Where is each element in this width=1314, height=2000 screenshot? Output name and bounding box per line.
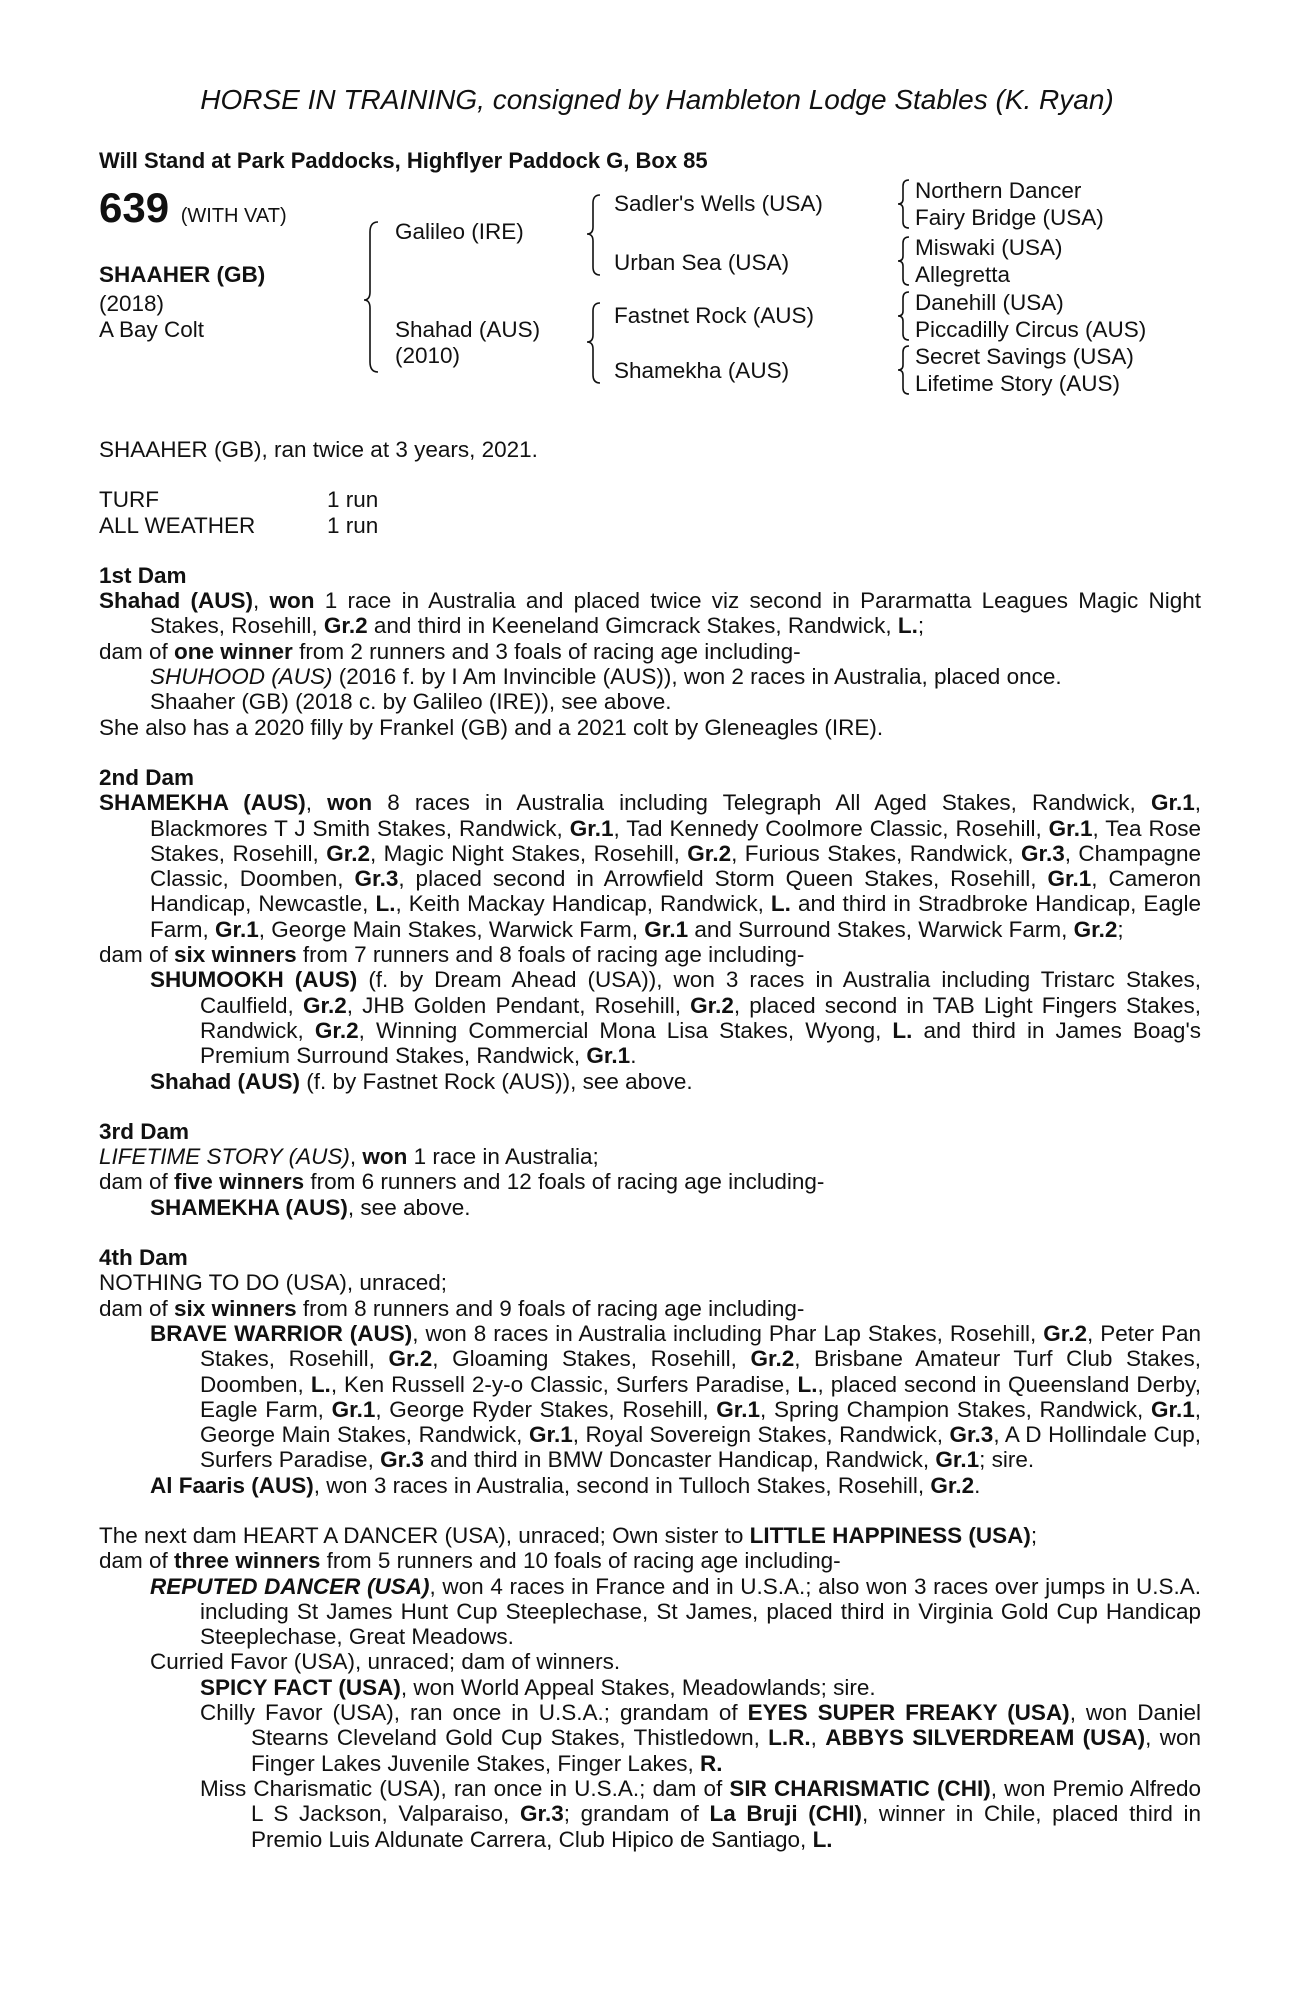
pedigree-paragraph — [99, 588, 1201, 639]
dam-section — [99, 1119, 1201, 1220]
text-run: , placed second in Queensland Derby, Eagle Farm, — [200, 1371, 1201, 1422]
pedigree-paragraph — [99, 1523, 1201, 1548]
text-run: dam of — [99, 942, 175, 968]
text-run: , A D Hollindale Cup, Surfers Paradise, — [200, 1422, 1201, 1473]
emphasis-run: Gr.1 — [644, 916, 689, 942]
emphasis-run: Gr.2 — [687, 840, 732, 866]
pedigree-paragraph — [99, 942, 1201, 967]
runs-surface: ALL WEATHER — [99, 512, 256, 538]
pedigree-paragraph — [99, 639, 1201, 664]
runs-count: 1 run — [327, 487, 379, 513]
emphasis-run: Gr.1 — [1150, 1396, 1195, 1422]
lot-number-value: 639 — [99, 184, 170, 231]
dam-section — [99, 1245, 1201, 1498]
emphasis-run: L. — [310, 1371, 331, 1397]
pedigree-dam-dam: Shamekha (AUS) — [614, 358, 790, 383]
emphasis-run: R. — [699, 1750, 723, 1776]
text-run: (2016 f. by I Am Invincible (AUS)), won 2 races in Australia, placed once. — [332, 664, 1062, 690]
vat-label: (WITH VAT) — [180, 205, 287, 227]
emphasis-run: Gr.2 — [388, 1346, 433, 1372]
emphasis-run: five winners — [174, 1169, 305, 1195]
runs-row — [99, 513, 378, 538]
emphasis-run: Shahad (AUS) — [150, 1068, 301, 1094]
text-run: NOTHING TO DO (USA), unraced; — [99, 1270, 447, 1296]
emphasis-run: LITTLE HAPPINESS (USA) — [749, 1522, 1031, 1548]
text-run: ; sire. — [979, 1447, 1035, 1473]
pedigree-paragraph — [99, 1144, 1201, 1169]
text-run: , George Main Stakes, Randwick, — [200, 1396, 1202, 1448]
text-run: , Cameron Handicap, Newcastle, — [150, 866, 1202, 917]
emphasis-run: Gr.1 — [1048, 815, 1093, 841]
text-run: , won World Appeal Stakes, Meadowlands; sire. — [400, 1674, 876, 1700]
emphasis-run: Gr.3 — [949, 1422, 994, 1448]
race-summary: SHAAHER (GB), ran twice at 3 years, 2021. — [99, 437, 538, 462]
pedigree-paragraph — [99, 1548, 1201, 1573]
text-run: , won Premio Alfredo L S Jackson, Valparaiso, — [251, 1775, 1201, 1827]
text-run: , won 3 races in Australia, second in Tulloch Stakes, Rosehill, — [313, 1472, 931, 1498]
pedigree-sire-dam: Urban Sea (USA) — [614, 250, 790, 275]
text-run: , JHB Golden Pendant, Rosehill, — [346, 992, 691, 1018]
emphasis-run: SIR CHARISMATIC (CHI) — [729, 1775, 991, 1801]
pedigree-sire: Galileo (IRE) — [395, 219, 524, 244]
emphasis-run: six winners — [174, 942, 297, 968]
text-run: , Peter Pan Stakes, Rosehill, — [200, 1320, 1201, 1372]
emphasis-run: Gr.2 — [314, 1017, 359, 1043]
text-run: She also has a 2020 filly by Frankel (GB) and a 2021 colt by Gleneagles (IRE). — [99, 714, 884, 740]
text-run: Curried Favor (USA), unraced; dam of winners. — [150, 1649, 621, 1675]
catalogue-title: HORSE IN TRAINING, consigned by Hambleton Lodge Stables (K. Ryan) — [200, 84, 1114, 115]
pedigree-g3-6: Piccadilly Circus (AUS) — [915, 317, 1147, 342]
emphasis-run: Gr.3 — [354, 866, 399, 892]
text-run: , Ken Russell 2-y-o Classic, Surfers Paradise, — [330, 1371, 798, 1397]
text-run: Shaaher (GB) (2018 c. by Galileo (IRE)), see above. — [150, 689, 672, 715]
text-run: Miss Charismatic (USA), ran once in U.S.A.; dam of — [200, 1775, 730, 1801]
text-run: , won Finger Lakes Juvenile Stakes, Finger Lakes, — [251, 1725, 1201, 1776]
text-run: , George Ryder Stakes, Rosehill, — [375, 1396, 717, 1422]
text-run: , Furious Stakes, Randwick, — [731, 840, 1021, 866]
emphasis-run: Gr.1 — [331, 1396, 376, 1422]
text-run: , Royal Sovereign Stakes, Randwick, — [572, 1422, 950, 1448]
emphasis-run: Gr.3 — [380, 1447, 424, 1473]
emphasis-run: BRAVE WARRIOR (AUS) — [150, 1320, 413, 1346]
emphasis-run: Shahad (AUS) — [99, 588, 254, 614]
text-run: ; — [917, 613, 925, 639]
emphasis-run: SHUHOOD (AUS) — [150, 664, 333, 690]
dam-section — [99, 1523, 1201, 1852]
text-run: , Winning Commercial Mona Lisa Stakes, Wyong, — [358, 1017, 893, 1043]
pedigree-paragraph — [99, 1195, 1201, 1220]
text-run: , Brisbane Amateur Turf Club Stakes, Doomben, — [200, 1346, 1202, 1397]
emphasis-run: Gr.2 — [930, 1472, 975, 1498]
dam-section — [99, 563, 1201, 740]
text-run: and third in Keeneland Gimcrack Stakes, Randwick, — [367, 613, 898, 639]
horse-description: A Bay Colt — [99, 317, 205, 342]
emphasis-run: won — [327, 790, 373, 816]
pedigree-paragraph — [99, 689, 1201, 714]
pedigree-paragraph — [99, 1649, 1201, 1674]
text-run: , — [305, 790, 328, 816]
runs-surface: TURF — [99, 487, 159, 513]
pedigree-paragraph — [99, 1776, 1201, 1852]
section-heading: 3rd Dam — [99, 1118, 190, 1144]
emphasis-run: Gr.1 — [528, 1422, 573, 1448]
section-heading: 1st Dam — [99, 562, 187, 588]
emphasis-run: Gr.2 — [323, 613, 368, 639]
text-run: 8 races in Australia including Telegraph All Aged Stakes, Randwick, — [372, 790, 1151, 816]
emphasis-run: Gr.3 — [519, 1801, 564, 1827]
pedigree-g3-7: Secret Savings (USA) — [915, 344, 1134, 369]
emphasis-run: Al Faaris (AUS) — [150, 1472, 314, 1498]
text-run: . — [630, 1043, 637, 1069]
emphasis-run: won — [362, 1144, 408, 1170]
pedigree-dam-year: (2010) — [395, 343, 461, 368]
emphasis-run: Gr.1 — [586, 1043, 631, 1069]
text-run: , won Daniel Stearns Cleveland Gold Cup Stakes, Thistledown, — [251, 1700, 1201, 1751]
emphasis-run: Gr.2 — [1073, 916, 1118, 942]
text-run: and third in Stradbroke Handicap, Eagle Farm, — [150, 891, 1201, 942]
pedigree-paragraph — [99, 1700, 1201, 1776]
pedigree-braces — [0, 0, 1314, 420]
pedigree-dam: Shahad (AUS) — [395, 317, 541, 342]
text-run: dam of — [99, 1548, 175, 1574]
emphasis-run: six winners — [174, 1295, 297, 1321]
text-run: , Gloaming Stakes, Rosehill, — [432, 1346, 751, 1372]
emphasis-run: SHUMOOKH (AUS) — [150, 967, 358, 993]
emphasis-run: SPICY FACT (USA) — [200, 1674, 401, 1700]
text-run: , Tea Rose Stakes, Rosehill, — [150, 815, 1201, 866]
pedigree-paragraph — [99, 664, 1201, 689]
emphasis-run: L. — [812, 1826, 833, 1852]
emphasis-run: three winners — [174, 1548, 321, 1574]
emphasis-run: Gr.2 — [326, 840, 370, 866]
emphasis-run: L.R. — [768, 1725, 811, 1751]
text-run: , placed second in TAB Light Fingers Stakes, Randwick, — [200, 992, 1202, 1043]
pedigree-g3-1: Northern Dancer — [915, 178, 1082, 203]
text-run: , won 4 races in France and in U.S.A.; also won 3 races over jumps in U.S.A. including St James Hunt Cup Steeplechase, St James, placed third in Virginia Gold Cup Handicap Steeplechase, Great Meadows. — [200, 1573, 1201, 1650]
emphasis-run: one winner — [174, 638, 293, 664]
emphasis-run: Gr.1 — [1047, 866, 1092, 892]
text-run: , Spring Champion Stakes, Randwick, — [760, 1396, 1151, 1422]
text-run: , Champagne Classic, Doomben, — [150, 840, 1201, 892]
dam-section — [99, 765, 1201, 1094]
pedigree-paragraph — [99, 1069, 1201, 1094]
text-run: ; — [1117, 916, 1124, 942]
pedigree-g3-3: Miswaki (USA) — [915, 235, 1063, 260]
emphasis-run: LIFETIME STORY (AUS) — [99, 1144, 350, 1170]
emphasis-run: Gr.1 — [569, 815, 614, 841]
emphasis-run: Gr.1 — [215, 916, 259, 942]
pedigree-paragraph — [99, 715, 1201, 740]
horse-year: (2018) — [99, 291, 165, 316]
pedigree-paragraph — [99, 1296, 1201, 1321]
pedigree-g3-5: Danehill (USA) — [915, 290, 1064, 315]
emphasis-run: SHAMEKHA (AUS) — [99, 790, 306, 816]
emphasis-run: Gr.1 — [935, 1447, 980, 1473]
text-run: , Keith Mackay Handicap, Randwick, — [395, 891, 771, 917]
section-heading: 2nd Dam — [99, 764, 195, 790]
runs-row — [99, 487, 378, 512]
text-run: , placed second in Arrowfield Storm Queen Stakes, Rosehill, — [398, 866, 1048, 892]
text-run: (f. by Dream Ahead (USA)), won 3 races in Australia including Tristarc Stakes, Caulfield, — [200, 967, 1201, 1018]
text-run: , Magic Night Stakes, Rosehill, — [369, 840, 688, 866]
text-run: and third in BMW Doncaster Handicap, Randwick, — [423, 1447, 936, 1473]
stabling-location: Will Stand at Park Paddocks, Highflyer Paddock G, Box 85 — [99, 148, 708, 173]
text-run: , see above. — [347, 1194, 471, 1220]
emphasis-run: Gr.1 — [716, 1396, 761, 1422]
emphasis-run: Gr.2 — [1043, 1320, 1087, 1346]
pedigree-paragraph — [99, 1321, 1201, 1473]
pedigree-paragraph — [99, 967, 1201, 1068]
pedigree-sire-sire: Sadler's Wells (USA) — [614, 191, 823, 216]
text-run: from 5 runners and 10 foals of racing age including- — [320, 1548, 841, 1574]
text-run: , — [349, 1144, 363, 1170]
text-run: dam of — [99, 1295, 175, 1321]
emphasis-run: Gr.3 — [1020, 840, 1065, 866]
dam-sections — [99, 563, 1201, 1852]
text-run: , Tad Kennedy Coolmore Classic, Rosehill, — [613, 815, 1049, 841]
emphasis-run: L. — [892, 1017, 913, 1043]
horse-name: SHAAHER (GB) — [99, 262, 266, 287]
section-heading: 4th Dam — [99, 1245, 188, 1271]
emphasis-run: L. — [897, 613, 918, 639]
emphasis-run: won — [269, 588, 315, 614]
emphasis-run: SHAMEKHA (AUS) — [150, 1194, 348, 1220]
text-run: , won 8 races in Australia including Phar Lap Stakes, Rosehill, — [412, 1320, 1044, 1346]
pedigree-paragraph — [99, 1473, 1201, 1498]
text-run: , — [810, 1725, 826, 1751]
emphasis-run: REPUTED DANCER (USA) — [150, 1573, 430, 1599]
pedigree-paragraph — [99, 790, 1201, 942]
text-run: (f. by Fastnet Rock (AUS)), see above. — [300, 1068, 693, 1094]
text-run: from 8 runners and 9 foals of racing age including- — [296, 1295, 805, 1321]
text-run: dam of — [99, 1169, 175, 1195]
emphasis-run: Gr.2 — [690, 992, 734, 1018]
pedigree-g3-2: Fairy Bridge (USA) — [915, 205, 1104, 230]
pedigree-paragraph — [99, 1169, 1201, 1194]
emphasis-run: Gr.2 — [302, 992, 347, 1018]
pedigree-paragraph — [99, 1270, 1201, 1295]
emphasis-run: L. — [770, 891, 791, 917]
text-run: from 2 runners and 3 foals of racing age including- — [292, 638, 801, 664]
emphasis-run: La Bruji (CHI) — [709, 1801, 862, 1827]
text-run: ; grandam of — [563, 1801, 710, 1827]
text-run: The next dam HEART A DANCER (USA), unraced; Own sister to — [99, 1522, 750, 1548]
pedigree-g3-8: Lifetime Story (AUS) — [915, 371, 1121, 396]
emphasis-run: Gr.1 — [1150, 790, 1195, 816]
catalogue-body — [99, 437, 1201, 1877]
emphasis-run: EYES SUPER FREAKY (USA) — [747, 1700, 1070, 1726]
text-run: , Blackmores T J Smith Stakes, Randwick, — [150, 790, 1201, 841]
text-run: and Surround Stakes, Warwick Farm, — [688, 916, 1074, 942]
emphasis-run: ABBYS SILVERDREAM (USA) — [825, 1725, 1146, 1751]
text-run: , — [253, 588, 270, 614]
text-run: from 6 runners and 12 foals of racing age including- — [304, 1169, 825, 1195]
text-run: Chilly Favor (USA), ran once in U.S.A.; grandam of — [200, 1700, 748, 1726]
text-run: . — [974, 1472, 981, 1498]
pedigree-g3-4: Allegretta — [915, 262, 1011, 287]
emphasis-run: L. — [797, 1371, 818, 1397]
text-run: from 7 runners and 8 foals of racing age including- — [296, 942, 805, 968]
pedigree-dam-sire: Fastnet Rock (AUS) — [614, 303, 815, 328]
runs-count: 1 run — [327, 512, 379, 538]
text-run: and third in James Boag's Premium Surround Stakes, Randwick, — [200, 1017, 1201, 1069]
text-run: ; — [1030, 1522, 1038, 1548]
text-run: 1 race in Australia; — [407, 1144, 599, 1170]
text-run: , George Main Stakes, Warwick Farm, — [258, 916, 645, 942]
pedigree-paragraph — [99, 1574, 1201, 1650]
text-run: dam of — [99, 638, 175, 664]
text-run: , winner in Chile, placed third in Premio Luis Aldunate Carrera, Club Hipico de Santiago, — [251, 1801, 1201, 1852]
runs-table — [99, 487, 378, 538]
emphasis-run: L. — [375, 891, 396, 917]
text-run: 1 race in Australia and placed twice viz second in Pararmatta Leagues Magic Night Stakes, Rosehill, — [150, 588, 1201, 639]
pedigree-paragraph — [99, 1675, 1201, 1700]
emphasis-run: Gr.2 — [750, 1346, 795, 1372]
